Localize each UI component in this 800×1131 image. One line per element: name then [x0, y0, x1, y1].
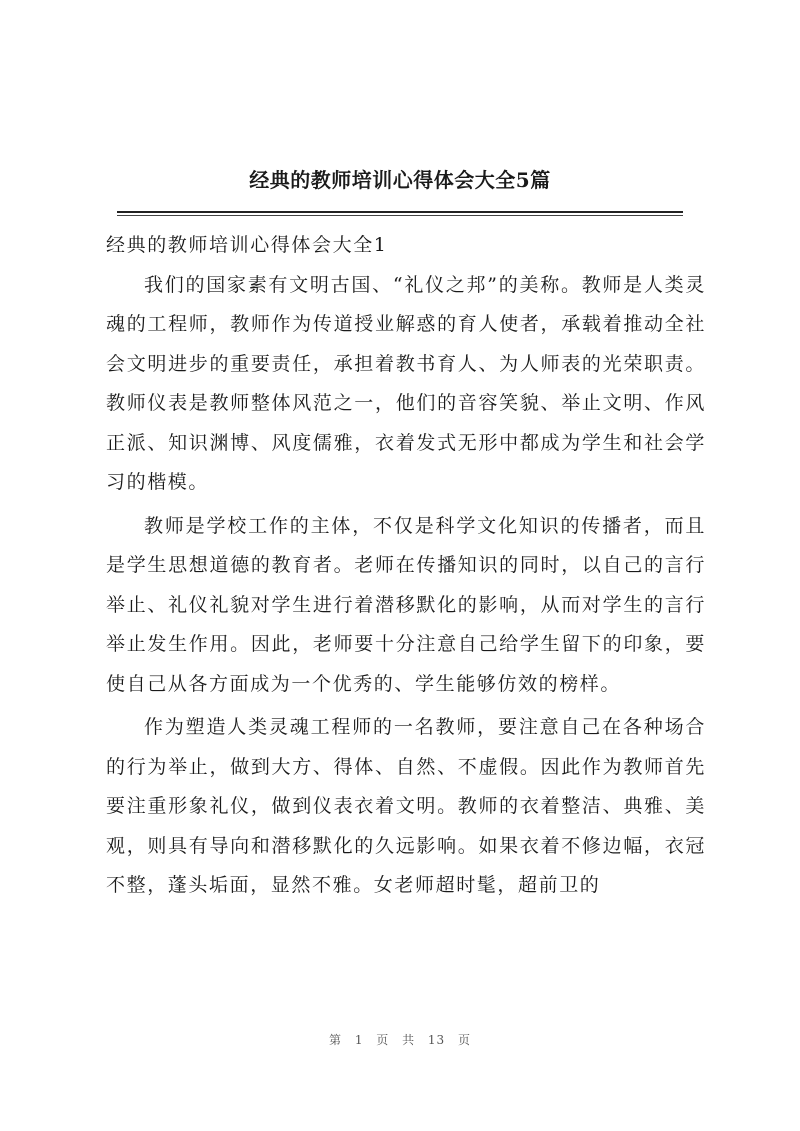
- paragraph-2: 教师是学校工作的主体，不仅是科学文化知识的传播者，而且是学生思想道德的教育者。老师在传播知识的同时，以自己的言行举止、礼仪礼貌对学生进行着潜移默化的影响，从而对学生的言行举止发生作用。因此，老师要十分注意自己给学生留下的印象，要使自己从各方面成为一个优秀的、学生能够仿效的榜样。: [106, 514, 706, 695]
- paragraph-1: 我们的国家素有文明古国、“礼仪之邦”的美称。教师是人类灵魂的工程师，教师作为传道授业解惑的育人使者，承载着推动全社会文明进步的重要责任，承担着教书育人、为人师表的光荣职责。教师仪表是教师整体风范之一，他们的音容笑貌、举止文明、作风正派、知识渊博、风度儒雅，衣着发式无形中都成为学生和社会学习的楷模。: [106, 273, 706, 493]
- paragraph-3: 作为塑造人类灵魂工程师的一名教师，要注意自己在各种场合的行为举止，做到大方、得体、自然、不虚假。因此作为教师首先要注重形象礼仪，做到仪表衣着文明。教师的衣着整洁、典雅、美观，则具有导向和潜移默化的久远影响。如果衣着不修边幅，衣冠不整，蓬头垢面，显然不雅。女老师超时髦，超前卫的: [106, 716, 706, 896]
- document-body: [106, 226, 706, 910]
- page-number-footer: 第 1 页 共 13 页: [329, 1033, 471, 1047]
- section-heading: 经典的教师培训心得体会大全1: [106, 234, 388, 256]
- document-title: 经典的教师培训心得体会大全5篇: [249, 168, 551, 192]
- title-divider-thick: [117, 211, 683, 213]
- title-divider-thin: [117, 215, 683, 216]
